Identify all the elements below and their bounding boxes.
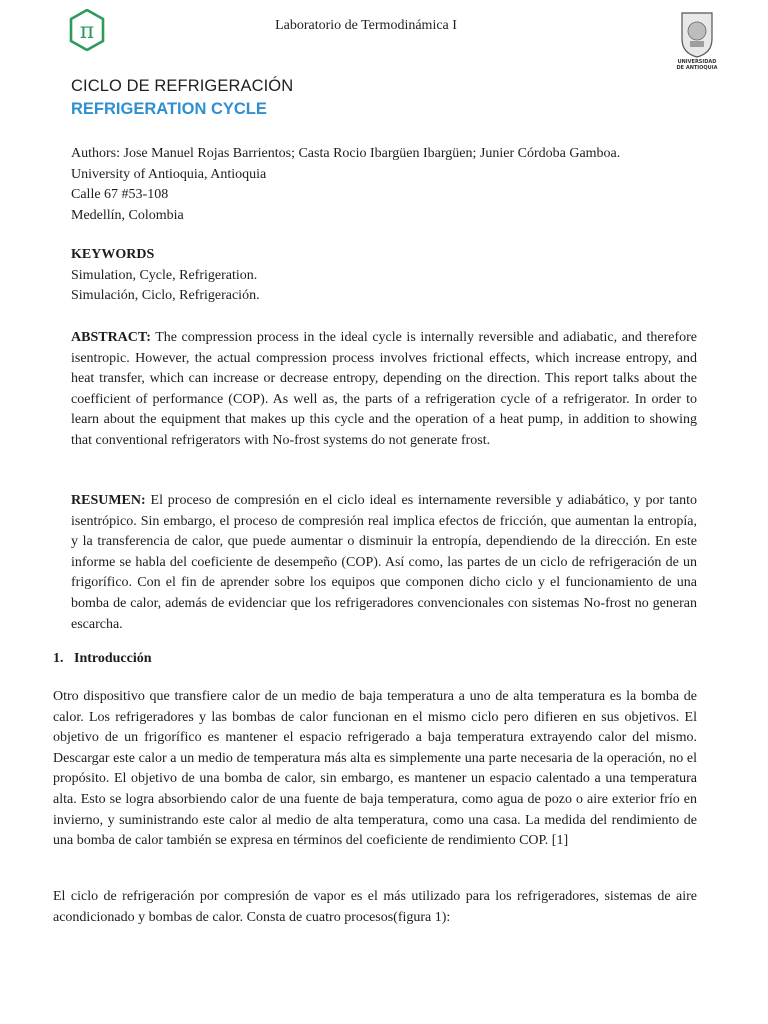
seal-line-2: DE ANTIOQUIA: [676, 65, 718, 71]
keywords-spanish: Simulación, Ciclo, Refrigeración.: [71, 288, 260, 304]
title-spanish: CICLO DE REFRIGERACIÓN: [71, 77, 294, 95]
author-city: Medellín, Colombia: [71, 207, 184, 223]
resumen-text: El proceso de compresión en el ciclo ideal es internamente reversible y adiabático, y por tanto isentrópico. Sin embargo, el proceso de compresión real implica efectos de fricción, que aumentan la entropía, y la transferencia de calor, que puede aumentar o disminuir la entropía, dependiendo de la dirección. En este informe se habla del coeficiente de desempeño (COP). Así como, las partes de un ciclo de refrigeración de un frigorífico. Con el fin de aprender sobre los equipos que componen dicho ciclo y el funcionamiento de una bomba de calor, además de evidenciar que los refrigeradores convencionales con sistemas No-frost no generan escarcha.: [71, 493, 697, 632]
abstract-paragraph: [71, 328, 697, 452]
intro-paragraph-1: Otro dispositivo que transfiere calor de un medio de baja temperatura a uno de alta temperatura es la bomba de calor. Los refrigeradores y las bombas de calor funcionan en el mismo ciclo pero difieren en sus objetivos. El objetivo de un frigorífico es mantener el espacio refrigerado a baja temperatura extrayendo calor del mismo. Descargar este calor a un medio de temperatura más alta es simplemente una parte necesaria de la operación, no el propósito. El objetivo de una bomba de calor, sin embargo, es mantener un espacio calentado a una temperatura alta. Esto se logra absorbiendo calor de una fuente de baja temperatura, como agua de pozo o aire exterior frío en invierno, y suministrando este calor al medio de alta temperatura, como una casa. La medida del rendimiento de una bomba de calor también se expresa en términos del coeficiente de rendimiento COP. [1]: [53, 689, 697, 849]
intro-paragraph-2: El ciclo de refrigeración por compresión de vapor es el más utilizado para los refrigeradores, sistemas de aire acondicionado y bombas de calor. Consta de cuatro procesos(figura 1):: [53, 889, 697, 925]
section-heading-introduction: 1. Introducción: [53, 651, 152, 666]
university-seal-logo: [672, 9, 722, 71]
abstract-label: ABSTRACT:: [71, 330, 151, 345]
author-university: University of Antioquia, Antioquia: [71, 166, 267, 182]
header-title: Laboratorio de Termodinámica I: [275, 18, 457, 33]
authors-block: [71, 144, 691, 226]
keywords-english: Simulation, Cycle, Refrigeration.: [71, 267, 258, 283]
abstract-text: The compression process in the ideal cycle is internally reversible and adiabatic, and therefore isentropic. However, the actual compression process involves frictional effects, which increase entropy, and heat transfer, which can increase or decrease entropy, depending on the direction. This report talks about the coefficient of performance (COP). As well as, the parts of a refrigeration cycle of a refrigerator. In order to learn about the equipment that makes up this cycle and the operation of a heat pump, in addition to showing that conventional refrigerators with No-frost systems do not generate frost.: [71, 330, 698, 448]
seal-line-1: UNIVERSIDAD: [677, 59, 717, 65]
title-english: REFRIGERATION CYCLE: [71, 100, 267, 118]
keywords-heading: KEYWORDS: [71, 247, 155, 262]
pi-glyph: π: [79, 19, 95, 44]
author-address: Calle 67 #53-108: [71, 187, 169, 203]
resumen-label: RESUMEN:: [71, 493, 146, 508]
resumen-paragraph: [71, 491, 697, 635]
keywords-block: [71, 245, 691, 307]
author-names: Authors: Jose Manuel Rojas Barrientos; Casta Rocio Ibargüen Ibargüen; Junier Córdoba Gamboa.: [71, 146, 621, 161]
